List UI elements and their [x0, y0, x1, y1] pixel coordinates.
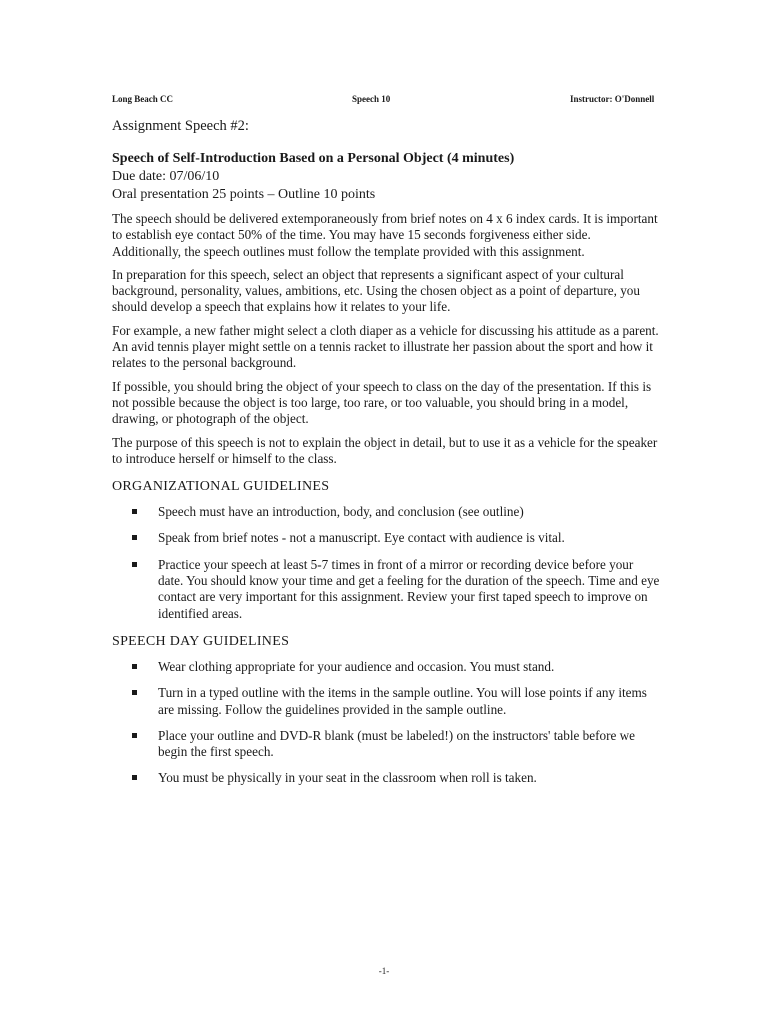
list-item: [112, 530, 660, 546]
points-breakdown: Oral presentation 25 points – Outline 10 points: [112, 187, 376, 202]
bullet-square-icon: [132, 509, 137, 514]
organizational-guidelines-list: [112, 504, 660, 622]
header-school: Long Beach CC: [112, 94, 174, 104]
bullet-square-icon: [132, 775, 137, 780]
document-body: [112, 118, 660, 797]
bullet-square-icon: [132, 562, 137, 567]
speech-day-guidelines-list: [112, 659, 660, 787]
assignment-title: Speech of Self-Introduction Based on a Personal Object (4 minutes): [112, 151, 515, 166]
header-course: Speech 10: [352, 94, 391, 104]
list-item-text: Turn in a typed outline with the items in the sample outline. You will lose points if any items are missing. Follow the guidelines provided in the sample outline.: [158, 685, 647, 717]
speech-day-guidelines-heading: SPEECH DAY GUIDELINES: [112, 633, 290, 649]
bullet-square-icon: [132, 664, 137, 669]
list-item-text: Place your outline and DVD-R blank (must be labeled!) on the instructors' table before we begin the first speech.: [158, 727, 635, 760]
page-number: -1-: [378, 966, 390, 976]
paragraph-purpose: The purpose of this speech is not to explain the object in detail, but to use it as a vehicle for the speaker to introduce herself or himself to the class.: [112, 434, 658, 466]
paragraph-delivery: The speech should be delivered extemporaneously from brief notes on 4 x 6 index cards. It is important to establish eye contact 50% of the time. You may have 15 seconds forgiveness either side. Additionally, the speech outlines must follow the template provided with this assignment.: [112, 211, 658, 259]
list-item-text: Practice your speech at least 5-7 times in front of a mirror or recording device before your date. You should know your time and get a feeling for the duration of the speech. Time and eye contact are very important for this assignment. Review your first taped speech to improve on identified areas.: [158, 556, 660, 621]
list-item-text: Speak from brief notes - not a manuscript. Eye contact with audience is vital.: [158, 530, 565, 546]
list-item: [112, 770, 660, 786]
list-item: [112, 728, 660, 761]
bullet-square-icon: [132, 535, 137, 540]
bullet-square-icon: [132, 690, 137, 695]
paragraph-example: For example, a new father might select a cloth diaper as a vehicle for discussing his attitude as a parent. An avid tennis player might settle on a tennis racket to illustrate her passion about the sport and how it relates to the personal background.: [112, 322, 659, 371]
list-item: [112, 685, 660, 718]
due-date: Due date: 07/06/10: [112, 169, 220, 184]
bullet-square-icon: [132, 733, 137, 738]
paragraph-preparation: In preparation for this speech, select an object that represents a significant aspect of your cultural background, personality, values, ambitions, etc. Using the chosen object as a point of departure, you should develop a speech that explains how it relates to your life.: [112, 266, 640, 315]
organizational-guidelines-heading: ORGANIZATIONAL GUIDELINES: [112, 479, 330, 495]
header-instructor: Instructor: O'Donnell: [570, 94, 655, 104]
list-item: [112, 504, 660, 520]
paragraph-bring-object: If possible, you should bring the object of your speech to class on the day of the presentation. If this is not possible because the object is too large, too rare, or too valuable, you should bring in a model, drawing, or photograph of the object.: [112, 378, 652, 427]
list-item: [112, 557, 660, 622]
list-item-text: Speech must have an introduction, body, and conclusion (see outline): [158, 504, 524, 520]
list-item-text: Wear clothing appropriate for your audience and occasion. You must stand.: [158, 658, 555, 674]
list-item: [112, 659, 660, 675]
list-item-text: You must be physically in your seat in the classroom when roll is taken.: [158, 770, 537, 786]
assignment-label: Assignment Speech #2:: [112, 118, 249, 134]
